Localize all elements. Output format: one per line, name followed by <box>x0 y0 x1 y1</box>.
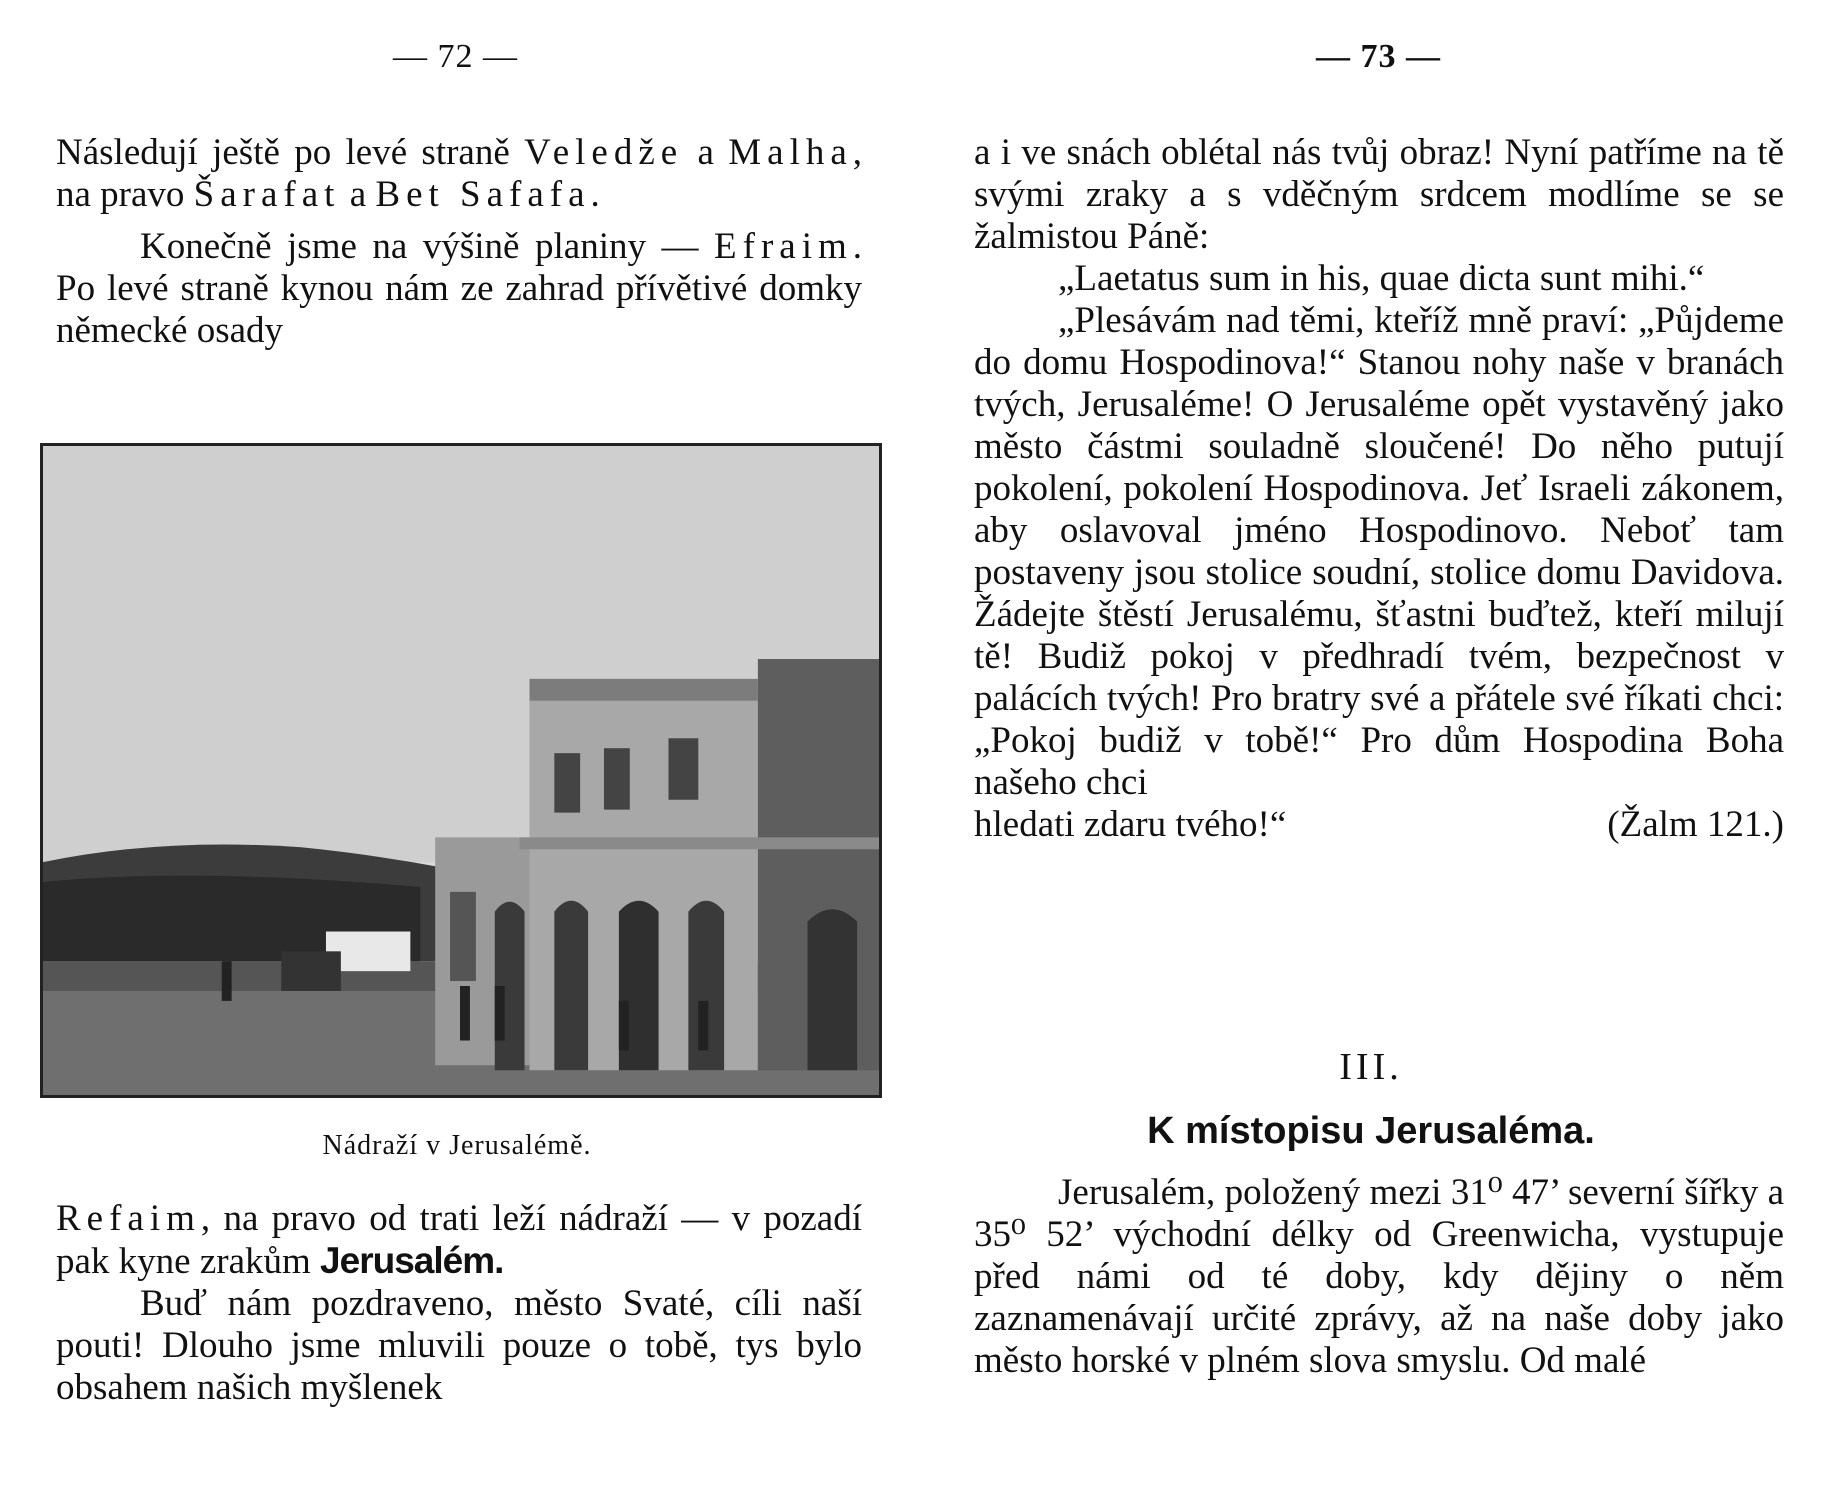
place-malha: Malha <box>728 132 853 173</box>
place-sarafat: Šarafat <box>193 174 341 215</box>
section-title: K místopisu Jerusaléma. <box>1147 1110 1595 1152</box>
paragraph-right-3: „Plesávám nad těmi, kteříž mně praví: „Půjdeme do domu Hospodinova!“ Stanou nohy naše v branách tvých, Jerusaléme! O Jerusaléme opět vystavěný jako město částmi souladně sloučené! Do něho putují pokolení, pokolení Hospodinova. Jeť Israeli zákonem, aby oslavoval jméno Hospodinovo. Neboť tam postaveny jsou stolice soudní, stolice domu Davidova. Žádejte štěstí Jerusalému, šťastni buďtež, kteří milují tě! Budiž pokoj v předhradí tvém, bezpečnost v palácích tvých! Pro bratry své a přátele své říkati chci: „Pokoj budiž v tobě!“ Pro dům Hospodina Boha našeho chci <box>974 300 1784 803</box>
paragraph-3: Refaim, na pravo od trati leží nádraží — v pozadí pak kyne zrakům Jerusalém. <box>56 1198 862 1282</box>
page-number-left: — 72 — <box>393 38 518 75</box>
paragraph-2: Konečně jsme na výšině planiny — Efraim. Po levé straně kynou nám ze zahrad přívětivé domky německé osady <box>56 226 863 351</box>
paragraph-1: Následují ještě po levé straně Veledže a Malha, na pravo Šarafat a Bet Safafa. <box>56 132 863 215</box>
station-photo <box>40 443 882 1098</box>
page-number-right: — 73 — <box>1316 38 1441 75</box>
psalm-reference: (Žalm 121.) <box>1607 804 1784 845</box>
paragraph-right-4: Jerusalém, položený mezi 31⁰ 47’ severní šířky a 35⁰ 52’ východní délky od Greenwicha, vystupuje před námi od té doby, kdy dějiny o něm zaznamenávají určité zprávy, až na naše doby jako město horské v plném slova smyslu. Od malé <box>974 1172 1784 1381</box>
place-efraim: Efraim <box>714 226 853 267</box>
station-photo-illustration <box>43 446 879 1095</box>
left-text-top <box>56 132 862 352</box>
paragraph-4: Buď nám pozdraveno, město Svaté, cíli naší pouti! Dlouho jsme mluvili pouze o tobě, tys bylo obsahem našich myšlenek <box>56 1283 862 1408</box>
photo-caption: Nádraží v Jerusalémě. <box>322 1130 592 1161</box>
place-veledze: Veledže <box>524 132 684 173</box>
paragraph-right-1: a i ve snách oblétal nás tvůj obraz! Nyní patříme na tě svými zraky a s vděčným srdcem modlíme se se žalmistou Páně: <box>974 132 1784 257</box>
right-text-bottom <box>974 1172 1784 1382</box>
right-text-top <box>974 132 1784 846</box>
place-refaim: Refaim <box>56 1198 201 1239</box>
section-number: III. <box>1339 1046 1403 1088</box>
left-text-bottom <box>56 1198 862 1409</box>
psalm-line: hledati zdaru tvého!“ (Žalm 121.) <box>974 804 1784 845</box>
place-bet-safafa: Bet Safafa <box>375 174 591 215</box>
paragraph-right-2: „Laetatus sum in his, quae dicta sunt mihi.“ <box>1058 258 1705 299</box>
bold-jerusalem: Jerusalém. <box>320 1240 504 1281</box>
